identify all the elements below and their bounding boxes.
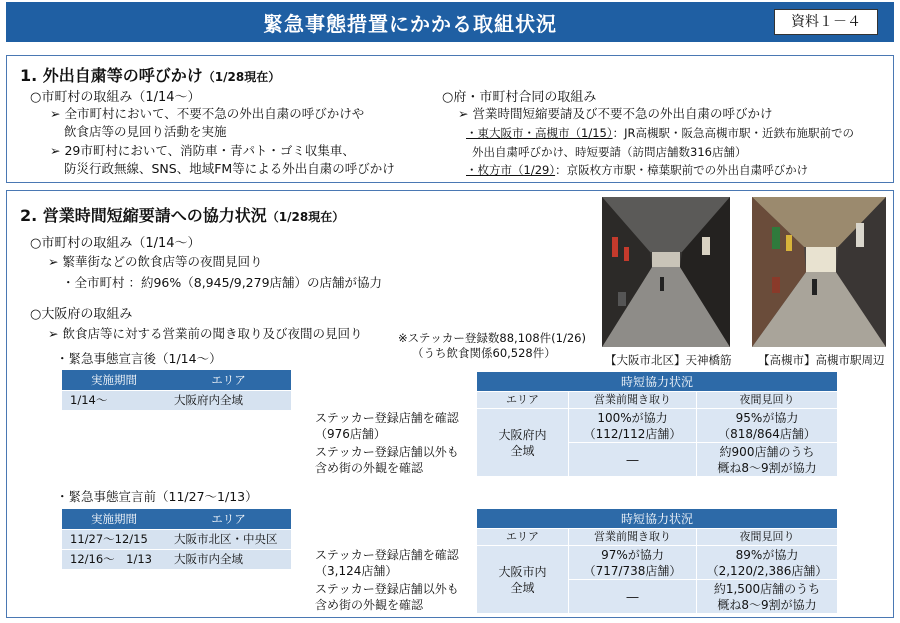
photo-tenjinbashi <box>602 197 730 347</box>
section1-left-line: 飲食店等の見回り活動を実施 <box>64 124 227 139</box>
hirakata-link: ・枚方市（1/29） <box>466 163 556 177</box>
table-row <box>311 409 838 443</box>
area-cell: 大阪市内全域 <box>166 549 291 569</box>
subheader-pre-opening: 営業前聞き取り <box>569 392 697 409</box>
table-row <box>62 529 291 549</box>
higashiosaka-takatsuki-link: ・東大阪市・高槻市（1/15） <box>466 126 613 140</box>
section1-right-line2: 外出自粛呼びかけ、時短要請（訪問店舗数316店舗） <box>472 145 747 159</box>
value-line: 97%が協力 <box>601 547 664 562</box>
area-line: 大阪府内 <box>498 427 547 442</box>
section2-muni-heading: ○市町村の取組み（1/14～） <box>30 236 201 251</box>
sticker-note1: ※ステッカー登録数88,108件(1/26) <box>398 331 586 345</box>
before-declaration-label: ・緊急事態宣言前（11/27～1/13） <box>56 489 258 504</box>
section2-title-text: 2. 営業時間短縮要請への協力状況 <box>20 206 267 225</box>
section1-left-line: ➢ 29市町村において、消防車・青パト・ゴミ収集車、 <box>50 143 355 158</box>
section1-left-line: ➢ 全市町村において、不要不急の外出自粛の呼びかけや <box>50 106 365 121</box>
section1-left-line: 防災行政無線、SNS、地域FM等による外出自粛の呼びかけ <box>64 161 395 176</box>
right-line1-text: ：JR高槻駅・阪急高槻市駅・近鉄布施駅前での <box>612 126 854 140</box>
section1-title <box>20 63 280 86</box>
pre-opening-value <box>569 546 697 580</box>
document-label: 資料１－４ <box>774 9 878 35</box>
value-line: 100%が協力 <box>597 410 668 425</box>
area-line: 全域 <box>510 443 535 458</box>
row-label-line: 含め街の外観を確認 <box>315 597 424 612</box>
row-label-line: ステッカー登録店舗を確認 <box>315 547 459 562</box>
row-label <box>311 443 477 477</box>
header-area: エリア <box>166 509 291 529</box>
section1-right-heading: ○府・市町村合同の取組み <box>442 90 597 105</box>
section1-right-line1 <box>466 124 854 142</box>
value-line: 約900店舗のうち <box>719 444 815 459</box>
after-declaration-label: ・緊急事態宣言後（1/14～） <box>56 351 222 366</box>
value-line: （818/864店舗） <box>718 426 816 441</box>
right-line3-text: ：京阪枚方市駅・樟葉駅前での外出自粛呼びかけ <box>555 163 809 177</box>
subheader-night-patrol: 夜間見回り <box>697 392 838 409</box>
value-line: 概ね8～9割が協力 <box>717 460 817 475</box>
after-period-table <box>62 370 291 411</box>
area-cell: 大阪市北区・中央区 <box>166 529 291 549</box>
table-row <box>311 546 838 580</box>
cooperation-table-title: 時短協力状況 <box>477 372 838 392</box>
row-label <box>311 580 477 614</box>
pre-opening-value: ― <box>569 580 697 614</box>
cooperation-table-title: 時短協力状況 <box>477 509 838 529</box>
section2-date: （1/28現在） <box>266 210 345 224</box>
row-label-line: ステッカー登録店舗を確認 <box>315 410 459 425</box>
shopping-arcade-photo-icon <box>602 197 730 347</box>
area-cell <box>477 409 569 477</box>
row-label <box>311 546 477 580</box>
period-cell: 1/14～ <box>62 390 166 410</box>
period-cell: 12/16～ 1/13 <box>62 549 166 569</box>
section2-pref-line1: ➢ 飲食店等に対する営業前の聞き取り及び夜間の見回り <box>48 326 363 341</box>
header-period: 実施期間 <box>62 509 166 529</box>
photo-tenjinbashi-caption: 【大阪市北区】天神橋筋 <box>605 353 732 367</box>
value-line: 95%が協力 <box>735 410 799 425</box>
area-cell <box>477 546 569 614</box>
subheader-area: エリア <box>477 392 569 409</box>
night-patrol-value <box>697 443 838 477</box>
table-row <box>62 390 291 410</box>
pre-opening-value: ― <box>569 443 697 477</box>
header-area: エリア <box>166 370 291 390</box>
cooperation-status-table-after <box>310 371 838 477</box>
row-label-line: 含め街の外観を確認 <box>315 460 424 475</box>
section1-title-text: 1. 外出自粛等の呼びかけ <box>20 66 203 85</box>
value-line: 89%が協力 <box>735 547 799 562</box>
value-line: 約1,500店舗のうち <box>713 581 821 596</box>
section1-date: （1/28現在） <box>202 70 281 84</box>
row-label-line: ステッカー登録店舗以外も <box>315 581 459 596</box>
subheader-pre-opening: 営業前聞き取り <box>569 529 697 546</box>
row-label-line: （976店舗） <box>315 426 386 441</box>
photo-takatsuki-caption: 【高槻市】高槻市駅周辺 <box>758 353 885 367</box>
cooperation-status-table-before <box>310 508 838 614</box>
row-label <box>311 409 477 443</box>
night-patrol-value <box>697 409 838 443</box>
row-label-line: ステッカー登録店舗以外も <box>315 444 459 459</box>
value-line: （717/738店舗） <box>583 563 682 578</box>
section1-right-line3 <box>466 161 808 179</box>
night-patrol-value <box>697 580 838 614</box>
table-row <box>311 443 838 477</box>
section2-title <box>20 203 344 226</box>
value-line: 概ね8～9割が協力 <box>717 597 817 612</box>
period-cell: 11/27～12/15 <box>62 529 166 549</box>
subheader-night-patrol: 夜間見回り <box>697 529 838 546</box>
shopping-street-photo-icon <box>752 197 886 347</box>
sticker-note2: （うち飲食関係60,528件） <box>412 346 556 360</box>
area-line: 全域 <box>510 580 535 595</box>
night-patrol-value <box>697 546 838 580</box>
area-line: 大阪市内 <box>498 564 547 579</box>
row-label-line: （3,124店舗） <box>315 563 398 578</box>
pre-opening-value <box>569 409 697 443</box>
table-row <box>311 580 838 614</box>
area-cell: 大阪府内全域 <box>166 390 291 410</box>
page-title: 緊急事態措置にかかる取組状況 <box>263 12 557 36</box>
section2-muni-line1: ➢ 繁華街などの飲食店等の夜間見回り <box>48 254 263 269</box>
table-row <box>62 549 291 569</box>
photo-takatsuki <box>752 197 886 347</box>
subheader-area: エリア <box>477 529 569 546</box>
section1-left-heading: ○市町村の取組み（1/14～） <box>30 90 201 105</box>
before-period-table <box>62 509 291 570</box>
section1-right-bullet: ➢ 営業時間短縮要請及び不要不急の外出自粛の呼びかけ <box>458 106 773 121</box>
section2-pref-heading: ○大阪府の取組み <box>30 307 133 322</box>
value-line: （112/112店舗） <box>583 426 682 441</box>
header-period: 実施期間 <box>62 370 166 390</box>
section2-muni-line2: ・全市町村 ：約96%（8,945/9,279店舗）の店舗が協力 <box>62 275 383 290</box>
value-line: （2,120/2,386店舗） <box>706 563 828 578</box>
